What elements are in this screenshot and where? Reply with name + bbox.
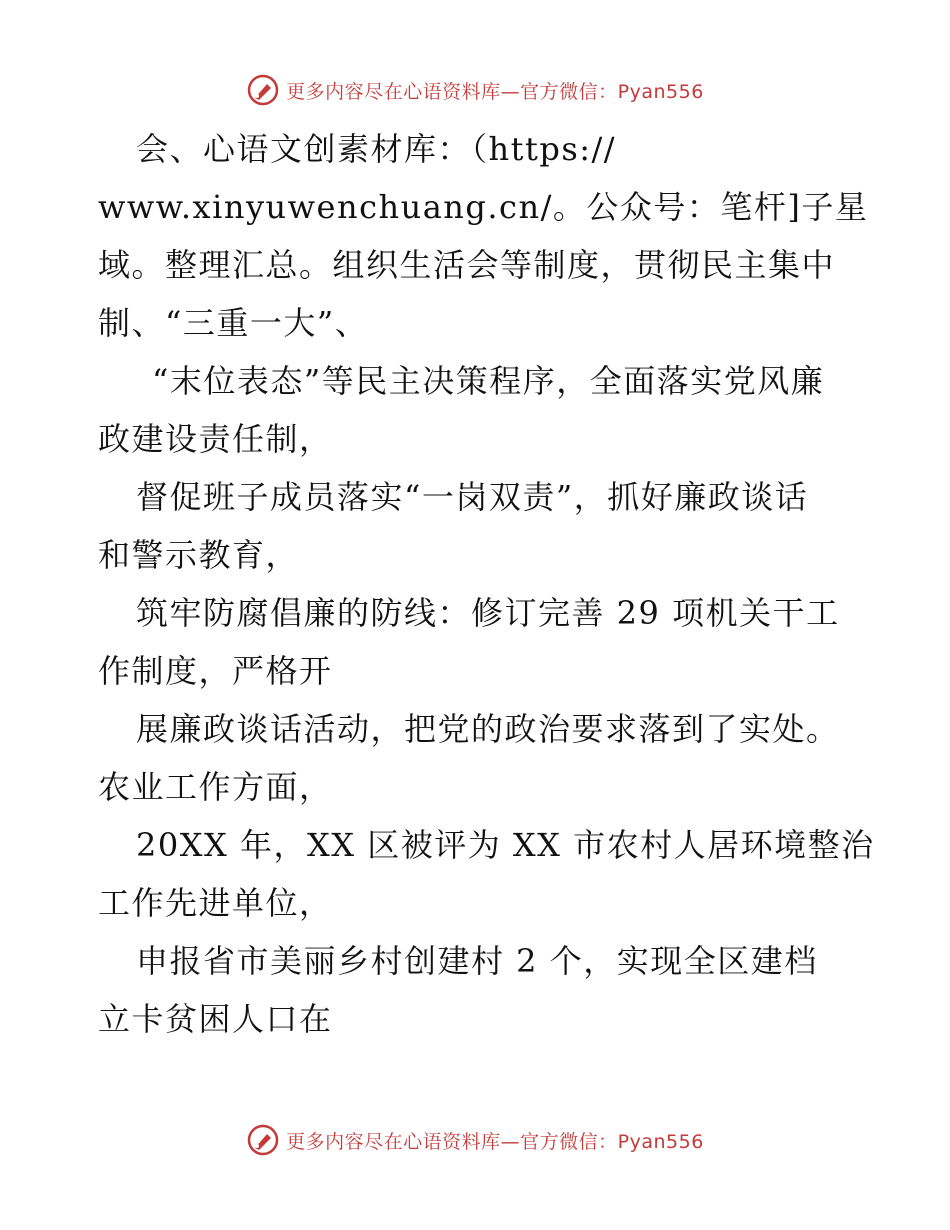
paragraph-line: 申报省市美丽乡村创建村 2 个，实现全区建档 bbox=[136, 942, 818, 980]
pen-nib-logo-icon bbox=[246, 73, 280, 107]
footer-banner-text: 更多内容尽在心语资料库—官方微信：Pyan556 bbox=[286, 1130, 704, 1153]
paragraph-line: 会、心语文创素材库：（https:// bbox=[136, 130, 617, 168]
pen-nib-logo-icon bbox=[246, 1123, 280, 1157]
paragraph-line: 作制度，严格开 bbox=[98, 652, 333, 690]
paragraph-line: “末位表态”等民主决策程序，全面落实党风廉 bbox=[152, 362, 825, 400]
paragraph-line: 政建设责任制， bbox=[98, 420, 333, 458]
paragraph-line: www.xinyuwenchuang.cn/。公众号：笔杆]子星 bbox=[98, 188, 869, 226]
paragraph-line: 工作先进单位， bbox=[98, 884, 333, 922]
paragraph-line: 域。整理汇总。组织生活会等制度，贯彻民主集中 bbox=[98, 246, 836, 284]
paragraph-line: 20XX 年，XX 区被评为 XX 市农村人居环境整治 bbox=[136, 826, 875, 864]
paragraph-line: 制、“三重一大”、 bbox=[98, 304, 369, 342]
header-banner bbox=[0, 70, 950, 110]
paragraph-line: 展廉政谈话活动，把党的政治要求落到了实处。 bbox=[136, 710, 840, 748]
paragraph-line: 农业工作方面， bbox=[98, 768, 333, 806]
header-banner-text: 更多内容尽在心语资料库—官方微信：Pyan556 bbox=[286, 80, 704, 103]
document-body bbox=[98, 120, 875, 1048]
paragraph-line: 立卡贫困人口在 bbox=[98, 1000, 333, 1038]
footer-banner bbox=[0, 1120, 950, 1160]
paragraph-line: 和警示教育， bbox=[98, 536, 300, 574]
paragraph-line: 督促班子成员落实“一岗双责”，抓好廉政谈话 bbox=[136, 478, 809, 516]
paragraph-line: 筑牢防腐倡廉的防线：修订完善 29 项机关干工 bbox=[136, 594, 840, 632]
